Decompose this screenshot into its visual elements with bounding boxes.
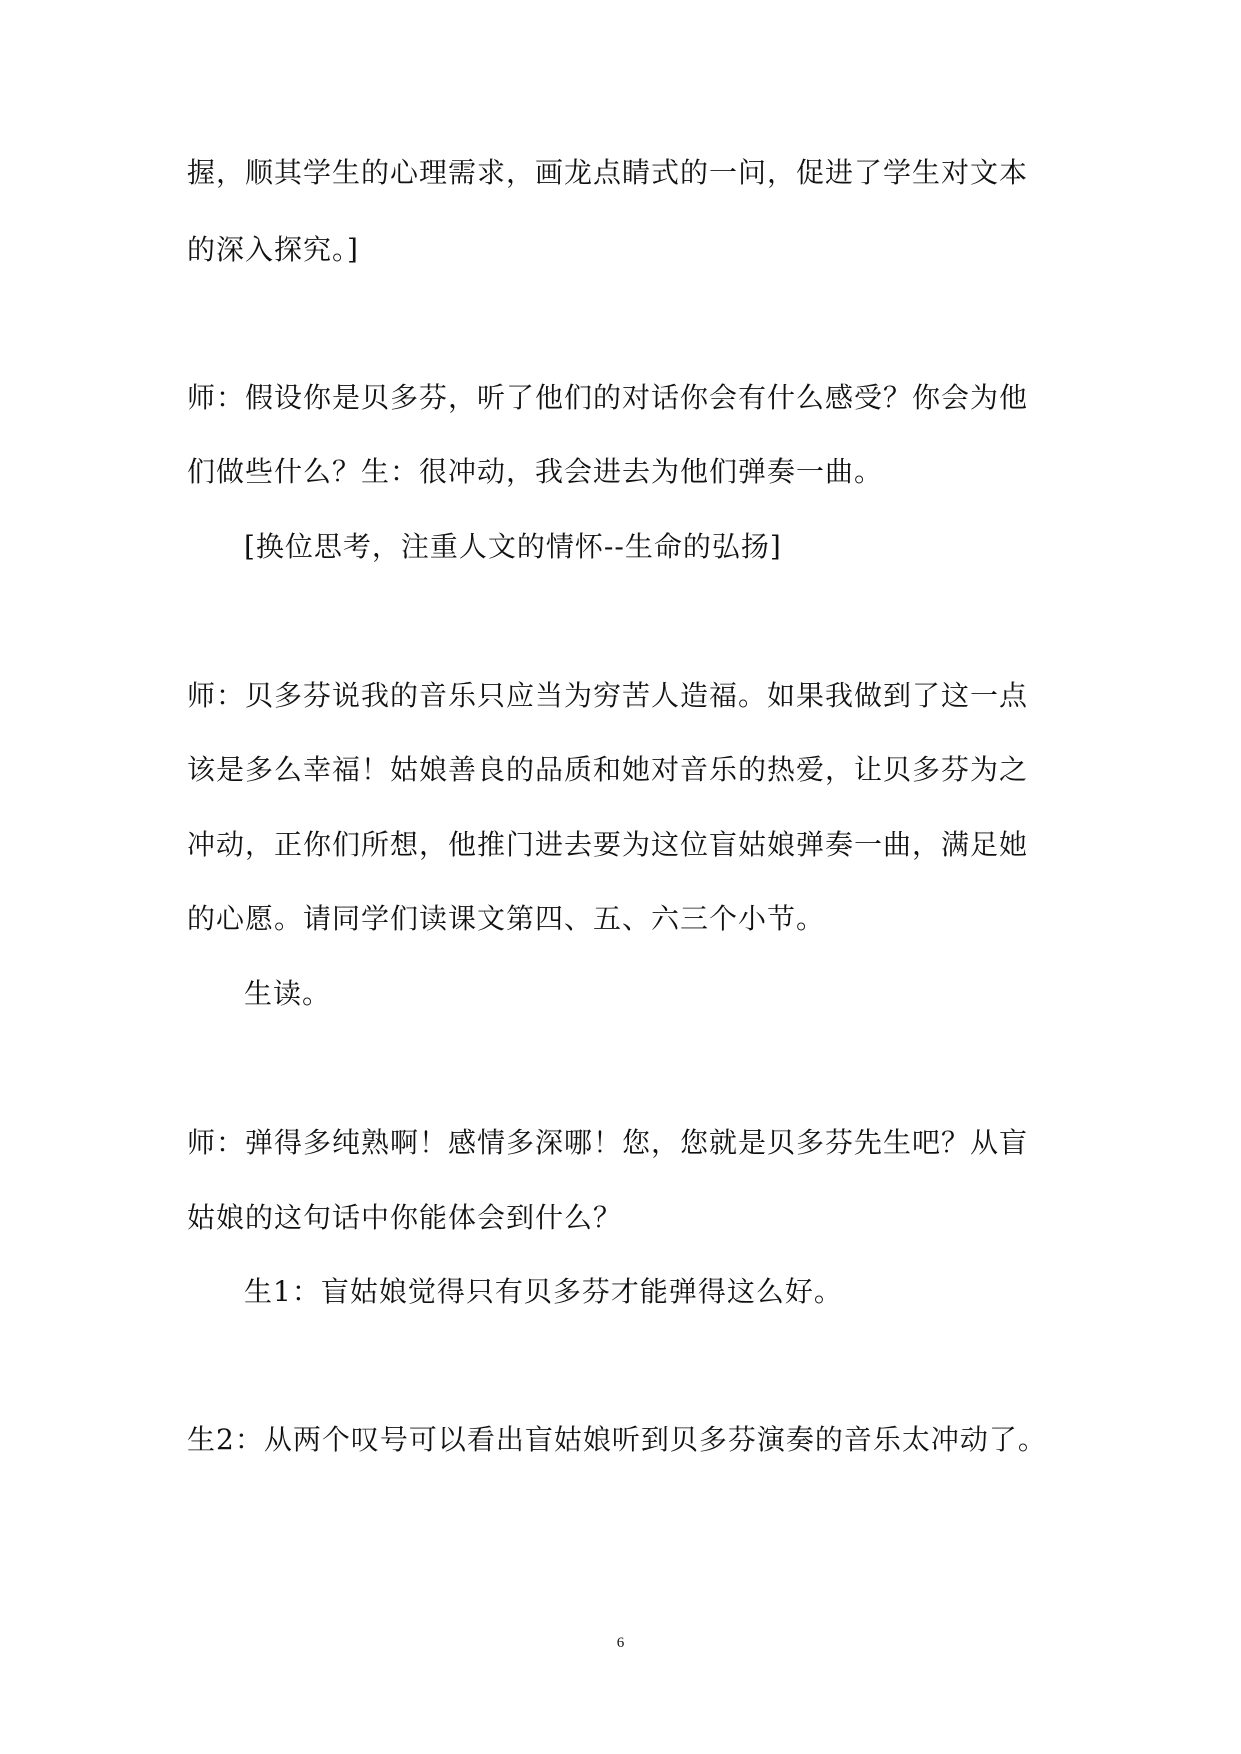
page-number: 6 (616, 1635, 625, 1651)
text-line: 姑娘的这句话中你能体会到什么？ (187, 1201, 623, 1234)
text-line: 生2：从两个叹号可以看出盲姑娘听到贝多芬演奏的音乐太冲动了。 (187, 1423, 1047, 1456)
text-line: 师：弹得多纯熟啊！感情多深哪！您，您就是贝多芬先生吧？从盲 (187, 1126, 1029, 1159)
text-line: [换位思考，注重人文的情怀--生命的弘扬] (244, 530, 782, 563)
text-line: 师：假设你是贝多芬，听了他们的对话你会有什么感受？你会为他 (187, 381, 1029, 414)
text-line: 冲动，正你们所想，他推门进去要为这位盲姑娘弹奏一曲，满足她 (187, 828, 1029, 861)
text-line: 该是多么幸福！姑娘善良的品质和她对音乐的热爱，让贝多芬为之 (187, 753, 1029, 786)
text-line: 生读。 (244, 977, 332, 1010)
text-line: 生1：盲姑娘觉得只有贝多芬才能弹得这么好。 (244, 1275, 843, 1308)
text-line: 的心愿。请同学们读课文第四、五、六三个小节。 (187, 902, 826, 935)
text-line: 的深入探究。] (187, 233, 359, 266)
text-line: 们做些什么？生：很冲动，我会进去为他们弹奏一曲。 (187, 455, 884, 488)
text-line: 师：贝多芬说我的音乐只应当为穷苦人造福。如果我做到了这一点 (187, 679, 1029, 712)
text-line: 握，顺其学生的心理需求，画龙点睛式的一问，促进了学生对文本 (187, 156, 1029, 189)
